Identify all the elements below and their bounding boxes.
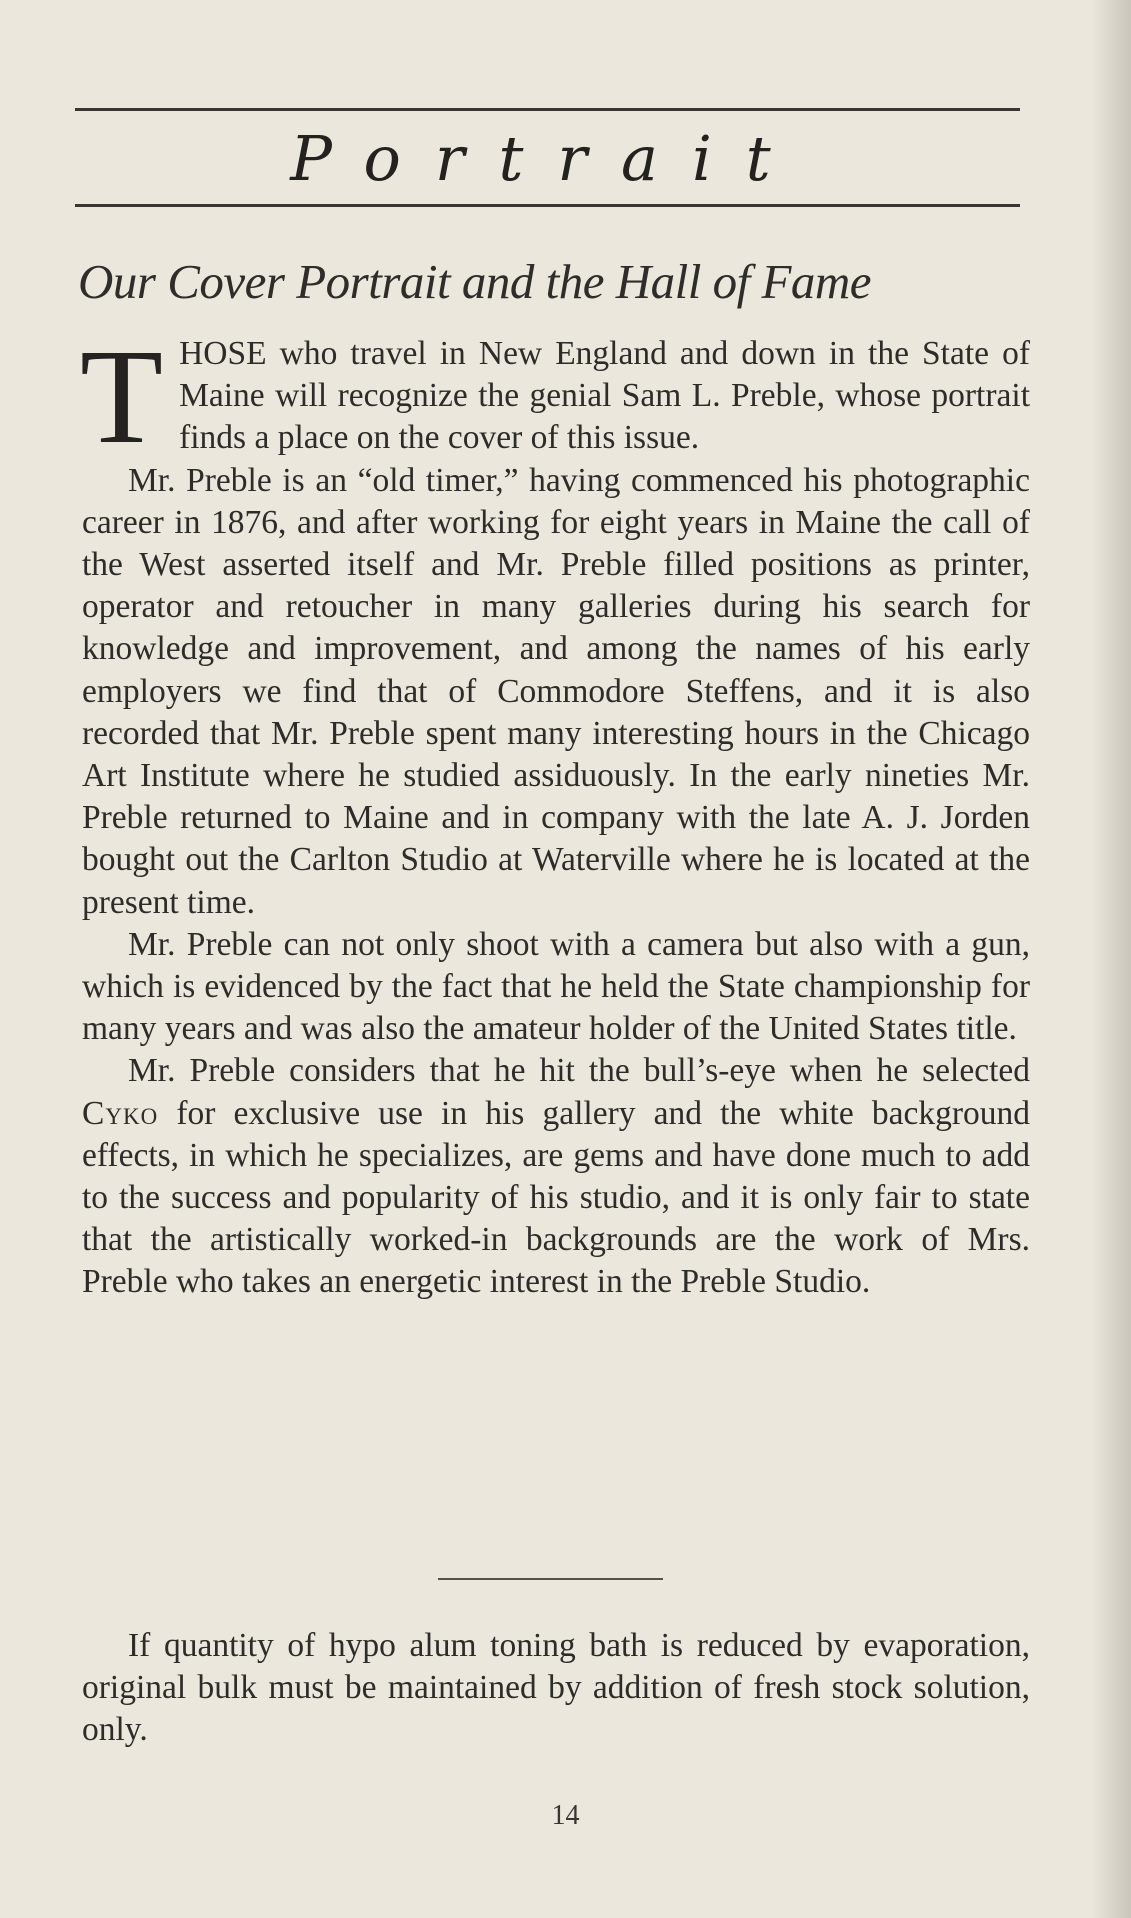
- page-edge-shadow: [1091, 0, 1131, 1918]
- article-headline: Our Cover Portrait and the Hall of Fame: [78, 254, 872, 309]
- toning-bath-note: If quantity of hypo alum toning bath is reduced by evaporation, original bulk must be maintained by addition of fresh stock solution, only.: [82, 1627, 1030, 1749]
- drop-cap: T: [80, 322, 164, 472]
- section-divider: [438, 1578, 663, 1580]
- article-body: [80, 322, 1030, 1304]
- article-paragraph-4: [82, 1050, 1030, 1303]
- paragraph-1-text: HOSE who travel in New England and down in the State of Maine will recognize the genial Sam L. Preble, whose portrait finds a place on the cover of this issue.: [179, 335, 1030, 457]
- brand-name: Cyko: [82, 1094, 159, 1132]
- masthead-top-rule: [75, 108, 1020, 111]
- article-paragraph-1: [80, 322, 1030, 472]
- page-number: 14: [551, 1800, 580, 1831]
- article-paragraph-3: Mr. Preble can not only shoot with a camera but also with a gun, which is evidenced by the fact that he held the State championship for many years and was also the amateur holder of the United States title.: [82, 925, 1030, 1048]
- section-title: Portrait: [290, 122, 805, 195]
- article-paragraph-2: Mr. Preble is an “old timer,” having commenced his photographic career in 1876, and after working for eight years in Maine the call of the West asserted itself and Mr. Preble filled positions as printer, operator and retoucher in many galleries during his search for knowledge and improvement, and among the names of his early employers we find that of Commodore Steffens, and it is also recorded that Mr. Preble spent many interesting hours in the Chicago Art Institute where he studied assiduously. In the early nineties Mr. Preble returned to Maine and in company with the late A. J. Jorden bought out the Carlton Studio at Waterville where he is located at the present time.: [82, 461, 1030, 921]
- masthead-bottom-rule: [75, 204, 1020, 207]
- paragraph-4-text-after: for exclusive use in his gallery and the white background effects, in which he specializes, are gems and have done much to add to the success and popularity of his studio, and it is only fair to state that the artistically worked-in backgrounds are the work of Mrs. Preble who takes an energetic interest in the Preble Studio.: [82, 1094, 1030, 1301]
- paragraph-4-text-before: Mr. Preble considers that he hit the bull’s-eye when he selected: [128, 1052, 1030, 1090]
